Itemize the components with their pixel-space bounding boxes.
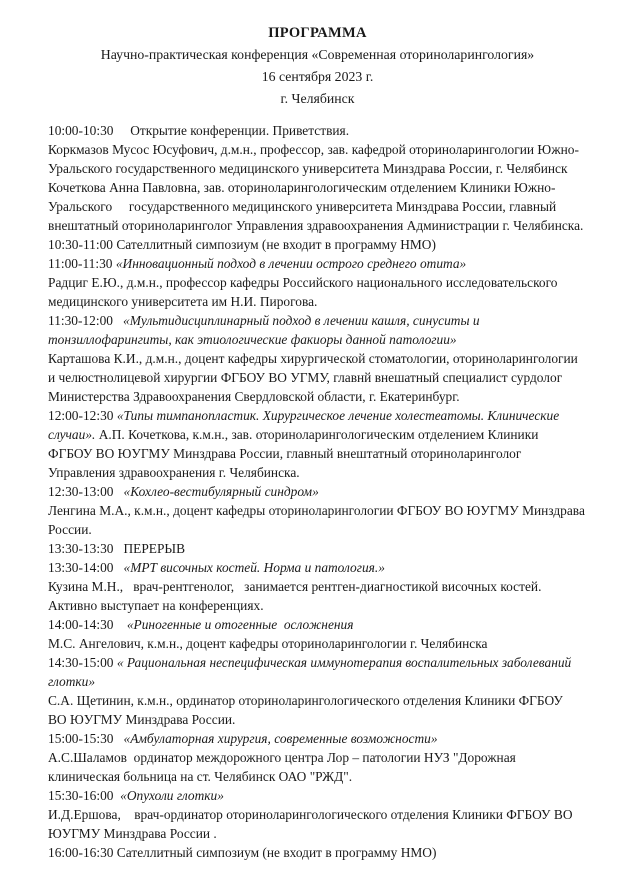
program-line — [48, 159, 596, 178]
program-line — [48, 805, 596, 824]
program-line — [48, 558, 596, 577]
program-text: 16:00-16:30 Сателлитный симпозиум (не входит в программу НМО) — [48, 845, 437, 860]
program-text: 14:00-14:30 — [48, 617, 127, 632]
program-text: 13:30-13:30 ПЕРЕРЫВ — [48, 541, 186, 556]
program-line — [48, 254, 596, 273]
conference-subtitle: Научно-практическая конференция «Современная оториноларингология» — [100, 47, 535, 62]
program-line — [48, 216, 596, 235]
program-text: 12:00-12:30 — [48, 408, 117, 423]
program-text: ЮУГМУ Минздрава России . — [48, 826, 217, 841]
program-line — [48, 672, 596, 691]
program-text: И.Д.Ершова, врач-ординатор оториноларингологического отделения Клиники ФГБОУ ВО — [48, 807, 573, 822]
program-text: Министерства Здравоохранения Свердловской области, г. Екатеринбург. — [48, 389, 460, 404]
program-line — [48, 653, 596, 672]
program-text: 11:00-11:30 — [48, 256, 116, 271]
program-line — [48, 273, 596, 292]
program-text: А.П. Кочеткова, к.м.н., зав. оториноларингологическим отделением Клиники — [95, 427, 539, 442]
program-text: 10:30-11:00 Сателлитный симпозиум (не входит в программу НМО) — [48, 237, 436, 252]
session-title-text: глотки» — [48, 674, 96, 689]
session-title-text: тонзиллофарингиты, как этиологические факиоры данной патологии» — [48, 332, 457, 347]
program-line — [48, 425, 596, 444]
program-text: М.С. Ангелович, к.м.н., доцент кафедры оториноларингологии г. Челябинска — [48, 636, 488, 651]
session-title-text: «Инновационный подход в лечении острого среднего отита» — [115, 256, 467, 271]
session-title-text: «Риногенные и отогенные осложнения — [126, 617, 354, 632]
program-text: 14:30-15:00 — [48, 655, 117, 670]
program-line — [48, 577, 596, 596]
program-text: 15:30-16:00 — [48, 788, 121, 803]
program-line — [48, 235, 596, 254]
session-title-text: «МРТ височных костей. Норма и патология.» — [123, 560, 385, 575]
program-line — [48, 824, 596, 843]
page-title: ПРОГРАММА — [268, 25, 367, 41]
program-text: А.С.Шаламов ординатор междорожного центра Лор – патологии НУЗ "Дорожная — [48, 750, 516, 765]
program-text: С.А. Щетинин, к.м.н., ординатор оториноларингологического отделения Клиники ФГБОУ — [48, 693, 563, 708]
program-line — [48, 368, 596, 387]
program-text: Уральского государственного медицинского университета Минздрава России, главный — [48, 199, 557, 214]
program-text: внештатный оториноларинголог Управления здравоохранения Администрации г. Челябинска. — [48, 218, 584, 233]
program-line — [48, 330, 596, 349]
program-line — [48, 140, 596, 159]
program-line — [48, 691, 596, 710]
session-title-text: «Типы тимпанопластик. Хирургическое лечение холестеатомы. Клинические — [116, 408, 560, 423]
program-line — [48, 406, 596, 425]
conference-city: г. Челябинск — [280, 91, 355, 106]
session-title-text: «Опухоли глотки» — [120, 788, 224, 803]
document-header — [0, 22, 635, 110]
program-line — [48, 748, 596, 767]
program-text: и челюстнолицевой хирургии ФГБОУ ВО УГМУ, главнй внешатный специалист сурдолог — [48, 370, 563, 385]
program-line — [48, 710, 596, 729]
program-line — [48, 501, 596, 520]
session-title-text: «Кохлео-вестибулярный синдром» — [123, 484, 319, 499]
program-line — [48, 520, 596, 539]
program-schedule — [48, 121, 596, 862]
program-line — [48, 615, 596, 634]
program-line — [48, 539, 596, 558]
program-text: России. — [48, 522, 92, 537]
program-line — [48, 311, 596, 330]
session-title-text: «Амбулаторная хирургия, современные возможности» — [123, 731, 438, 746]
program-line — [48, 843, 596, 862]
program-line — [48, 634, 596, 653]
program-text: ФГБОУ ВО ЮУГМУ Минздрава России, главный внештатный оториноларинголог — [48, 446, 522, 461]
program-line — [48, 596, 596, 615]
conference-date: 16 сентября 2023 г. — [261, 69, 374, 84]
program-line — [48, 178, 596, 197]
program-line — [48, 463, 596, 482]
program-line — [48, 767, 596, 786]
program-text: Управления здравоохранения г. Челябинска. — [48, 465, 300, 480]
program-text: медицинского университета им Н.И. Пирогова. — [48, 294, 318, 309]
program-text: Карташова К.И., д.м.н., доцент кафедры хирургической стоматологии, оториноларингологии — [48, 351, 578, 366]
program-line — [48, 387, 596, 406]
program-text: Активно выступает на конференциях. — [48, 598, 264, 613]
program-text: 13:30-14:00 — [48, 560, 124, 575]
program-text: ВО ЮУГМУ Минздрава России. — [48, 712, 236, 727]
program-text: Уральского государственного медицинского университета Минздрава России, г. Челябинск — [48, 161, 568, 176]
program-text: 15:00-15:30 — [48, 731, 124, 746]
program-text: Коркмазов Мусос Юсуфович, д.м.н., профессор, зав. кафедрой оториноларингологии Южно- — [48, 142, 579, 157]
program-text: клиническая больница на ст. Челябинск ОАО "РЖД". — [48, 769, 353, 784]
program-line — [48, 482, 596, 501]
program-line — [48, 349, 596, 368]
session-title-text: « Рациональная неспецифическая иммунотерапия воспалительных заболеваний — [116, 655, 572, 670]
program-line — [48, 786, 596, 805]
program-line — [48, 121, 596, 140]
program-text: Ленгина М.А., к.м.н., доцент кафедры оториноларингологии ФГБОУ ВО ЮУГМУ Минздрава — [48, 503, 585, 518]
program-text: 10:00-10:30 Открытие конференции. Приветствия. — [48, 123, 350, 138]
program-line — [48, 197, 596, 216]
program-line — [48, 292, 596, 311]
program-text: Кочеткова Анна Павловна, зав. оториноларингологическим отделением Клиники Южно- — [48, 180, 556, 195]
session-title-text: случаи». — [48, 427, 96, 442]
program-text: Кузина М.Н., врач-рентгенолог, занимается рентген-диагностикой височных костей. — [48, 579, 542, 594]
program-line — [48, 444, 596, 463]
session-title-text: «Мультидисциплинарный подход в лечении кашля, синуситы и — [123, 313, 480, 328]
program-line — [48, 729, 596, 748]
program-text: 11:30-12:00 — [48, 313, 124, 328]
program-text: Радциг Е.Ю., д.м.н., профессор кафедры Российского национального исследовательского — [48, 275, 558, 290]
program-text: 12:30-13:00 — [48, 484, 124, 499]
